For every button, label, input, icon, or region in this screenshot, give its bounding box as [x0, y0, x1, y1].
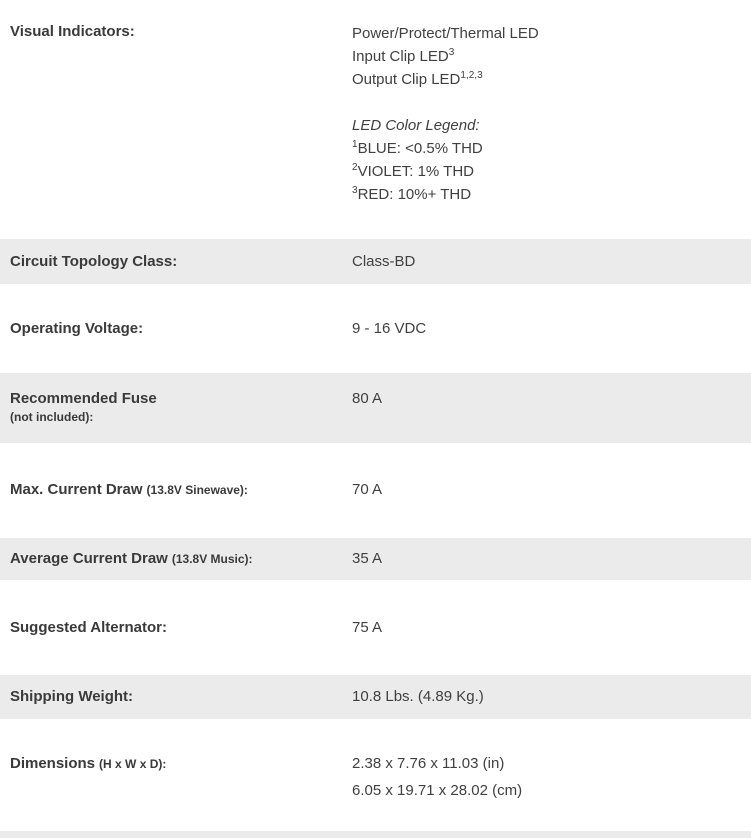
spec-label [10, 389, 352, 427]
spec-label-text: Dimensions [10, 755, 96, 772]
spec-row-dimensions [0, 719, 751, 831]
led-legend-line [352, 183, 751, 206]
spec-value: 70 A [352, 481, 383, 498]
footnote-superscript: 3 [352, 185, 358, 196]
partial-next-row-band [0, 831, 751, 838]
spec-value: 75 A [352, 619, 383, 636]
spec-value: 9 - 16 VDC [352, 320, 427, 337]
spec-label-text: Shipping Weight: [10, 688, 134, 705]
spec-row-shipping-weight [0, 675, 751, 719]
spec-label [10, 750, 352, 778]
indicator-line [352, 22, 751, 45]
spec-label-text: Suggested Alternator: [10, 619, 167, 636]
spec-label-text: Circuit Topology Class: [10, 253, 178, 270]
spec-row-circuit-topology [0, 239, 751, 284]
footnote-superscript: 1 [352, 139, 358, 150]
spec-label [10, 480, 352, 500]
spec-row-visual-indicators [0, 0, 751, 239]
value-text: RED: 10%+ THD [357, 186, 472, 203]
spec-label [10, 252, 352, 271]
spec-label-qualifier: (13.8V Music): [171, 552, 253, 566]
spec-label [10, 319, 352, 338]
spec-value: 35 A [352, 550, 383, 567]
footnote-superscript: 1,2,3 [460, 70, 483, 81]
spec-value [352, 750, 751, 804]
spec-label [10, 687, 352, 706]
footnote-superscript: 3 [448, 47, 455, 58]
spec-label-text: Operating Voltage: [10, 320, 144, 337]
spec-label-qualifier: (13.8V Sinewave): [146, 483, 248, 497]
spec-value: 80 A [352, 390, 383, 407]
spec-row-recommended-fuse [0, 373, 751, 443]
spec-label-text: Visual Indicators: [10, 23, 135, 40]
footnote-superscript: 2 [352, 162, 358, 173]
spec-label-qualifier: (not included): [10, 410, 94, 424]
dimension-line-in: 2.38 x 7.76 x 11.03 (in) [352, 755, 505, 772]
spec-label-qualifier: (H x W x D): [99, 757, 167, 771]
spec-value: Class-BD [352, 253, 416, 270]
led-legend-title: LED Color Legend: [352, 117, 480, 134]
spec-value: 10.8 Lbs. (4.89 Kg.) [352, 688, 484, 705]
led-legend-line [352, 160, 751, 183]
spec-value [352, 22, 751, 206]
spec-label-text: Max. Current Draw [10, 481, 143, 498]
spec-label-text: Average Current Draw [10, 550, 168, 567]
spec-label-text: Recommended Fuse [10, 390, 157, 407]
value-text: Output Clip LED [352, 71, 461, 88]
spec-row-operating-voltage [0, 284, 751, 373]
spec-label [10, 618, 352, 637]
led-legend-line [352, 137, 751, 160]
value-text: BLUE: <0.5% THD [357, 140, 483, 157]
spec-row-max-current-draw [0, 443, 751, 538]
indicator-line [352, 68, 751, 91]
spec-label [10, 22, 352, 41]
dimension-line-cm: 6.05 x 19.71 x 28.02 (cm) [352, 782, 523, 799]
value-text: VIOLET: 1% THD [357, 163, 474, 180]
value-text: Power/Protect/Thermal LED [352, 25, 539, 42]
value-text: Input Clip LED [352, 48, 449, 65]
spec-label [10, 549, 352, 569]
spec-row-average-current-draw [0, 538, 751, 580]
spec-row-suggested-alternator [0, 580, 751, 675]
indicator-line [352, 45, 751, 68]
